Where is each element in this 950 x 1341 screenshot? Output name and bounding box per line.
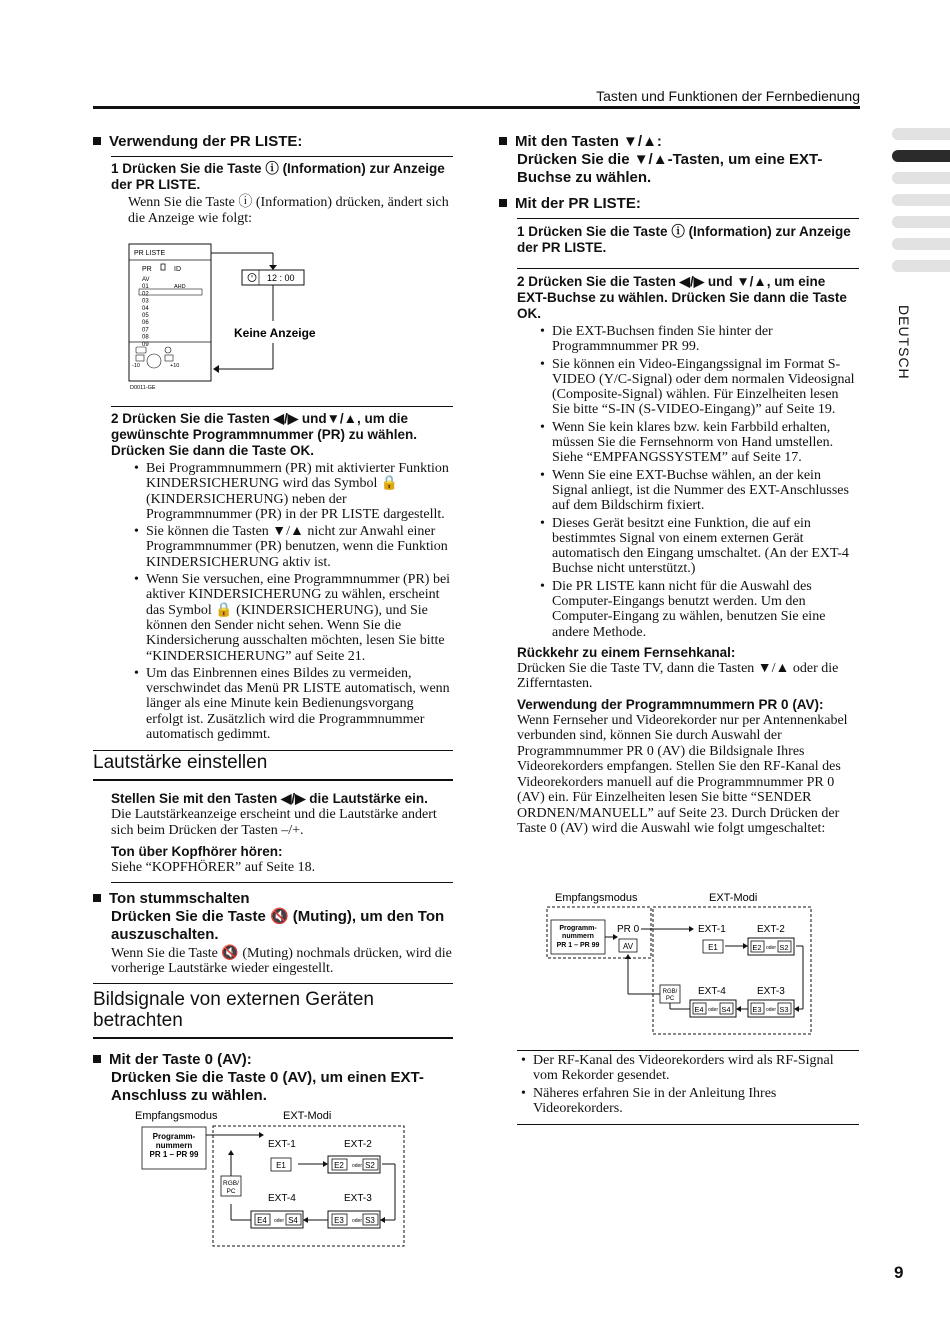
label-ext-modi-right: EXT-Modi (709, 892, 758, 904)
ext3-label: EXT-3 (344, 1193, 372, 1204)
left-column-cont (93, 406, 453, 751)
pr0-modes-diagram (545, 889, 825, 1039)
ext4-label: EXT-4 (268, 1193, 296, 1204)
bullet-item: • Wenn Sie eine EXT-Buchse wählen, an der kein Signal anliegt, ist die Nummer des EXT-Anschlusses auf dem Bildschirm fixiert. (536, 468, 859, 514)
end-bullets (517, 1053, 859, 1116)
bullet-item: • Bei Programmnummern (PR) mit aktivierter Funktion KINDERSICHERUNG wird das Symbol 🔒 (KINDERSICHERUNG) neben der Programmnummer (PR) in der PR LISTE dargestellt. (130, 461, 453, 522)
bullet-item: • Der RF-Kanal des Videorekorders wird als RF-Signal vom Rekorder gesendet. (517, 1053, 859, 1084)
svg-text:S4: S4 (288, 1216, 298, 1225)
right-column (499, 133, 859, 837)
e1-badge: E1 (276, 1161, 286, 1170)
pr-liste-step-1-body: Wenn Sie die Taste ⓘ (Information) drücken, ändert sich die Anzeige wie folgt: (128, 195, 449, 226)
right-step-2: 2 Drücken Sie die Tasten ◀/▶ und ▼/▲, um eine EXT-Buchse zu wählen. Drücken Sie dann die Taste OK. (517, 274, 847, 321)
pr-row: AV (142, 277, 150, 283)
av-step: Drücken Sie die Taste 0 (AV), um einen EXT-Anschluss zu wählen. (111, 1069, 424, 1104)
mute-step: Drücken Sie die Taste 🔇 (Muting), um den Ton auszuschalten. (111, 907, 445, 943)
pr0-label: PR 0 (617, 924, 640, 935)
svg-text:RGB/: RGB/ (662, 989, 678, 995)
right-step-1: 1 Drücken Sie die Taste ⓘ (Information) zur Anzeige der PR LISTE. (517, 224, 851, 255)
lautstaerke-sub1-body: Die Lautstärkeanzeige erscheint und die Lautstärke andert sich beim Drücken der Tasten –/+. (111, 807, 437, 838)
pr-row: 02 (142, 291, 149, 298)
svg-text:oder: oder (766, 945, 777, 951)
pr-rows (142, 277, 150, 348)
tasten-heading: Mit den Tasten ▼/▲: (499, 133, 859, 151)
label-empfangsmodus-right: Empfangsmodus (555, 892, 638, 904)
pr-liste-heading: Verwendung der PR LISTE: (93, 133, 453, 151)
bullet-item: • Wenn Sie versuchen, eine Programmnummer (PR) bei aktiver KINDERSICHERUNG zu wählen, erscheint das Symbol 🔒 (KINDERSICHERUNG), und Sie können den Sender nicht sehen. Wenn Sie die Kindersicherung ausschalten möchten, lesen Sie bitte “KINDERSICHERUNG” auf Seite 21. (130, 572, 453, 664)
svg-text:Programm-: Programm- (559, 925, 597, 932)
label-empfangsmodus: Empfangsmodus (135, 1110, 218, 1122)
svg-text:S3: S3 (365, 1216, 375, 1225)
pr-liste-diagram (128, 243, 358, 393)
svg-text:EXT-1: EXT-1 (698, 924, 726, 935)
svg-text:oder: oder (766, 1007, 777, 1013)
left-column (93, 133, 453, 226)
clock-display: 12 : 00 (267, 273, 295, 283)
right-bullets (536, 324, 859, 640)
svg-text:EXT-3: EXT-3 (757, 986, 785, 997)
ext-modes-diagram (133, 1107, 413, 1252)
svg-text:oder: oder (352, 1218, 363, 1224)
bullet-item: • Die EXT-Buchsen finden Sie hinter der Programmnummer PR 99. (536, 324, 859, 355)
label-ext-modi: EXT-Modi (283, 1110, 332, 1122)
plus10: +10 (170, 363, 180, 369)
section-rule (93, 779, 453, 781)
pr-row: 08 (142, 334, 149, 341)
av-heading: Mit der Taste 0 (AV): (93, 1051, 453, 1069)
section-rule (111, 156, 453, 157)
side-tab-bar (892, 216, 950, 228)
side-tab-bar (892, 194, 950, 206)
svg-text:S4: S4 (721, 1005, 731, 1014)
col-pr: PR (142, 266, 152, 273)
svg-text:PR 1 – PR 99: PR 1 – PR 99 (149, 1150, 199, 1159)
svg-text:EXT-2: EXT-2 (757, 924, 785, 935)
section-rule (517, 218, 859, 219)
svg-text:S2: S2 (779, 943, 789, 952)
kopfhoerer-body: Siehe “KOPFHÖRER” auf Seite 18. (111, 860, 316, 875)
section-rule (111, 882, 453, 883)
minus10: -10 (132, 363, 140, 369)
bullet-item: • Die PR LISTE kann nicht für die Auswahl des Computer-Eingangs benutzt werden. Um den Computer-Eingang zu wählen, benutzen Sie eine andere Methode. (536, 579, 859, 640)
section-rule (517, 1050, 859, 1051)
pr-liste-step-1: 1 Drücken Sie die Taste ⓘ (Information) zur Anzeige der PR LISTE. (111, 161, 445, 192)
bildsignale-heading: Bildsignale von externen Geräten betrachten (93, 989, 374, 1031)
side-tab-bar-active (892, 150, 950, 162)
diagram-code: D0011-GE (130, 385, 156, 391)
svg-text:E4: E4 (257, 1216, 267, 1225)
svg-text:oder: oder (274, 1218, 285, 1224)
svg-text:oder: oder (708, 1007, 719, 1013)
pr-row: 01 (142, 284, 149, 291)
ahd-label: AHD (174, 284, 186, 290)
page-number: 9 (894, 1263, 904, 1282)
ext2-label: EXT-2 (344, 1139, 372, 1150)
rueckkehr-body: Drücken Sie die Taste TV, dann die Tasten ▼/▲ oder die Zifferntasten. (517, 660, 839, 692)
section-rule (517, 268, 859, 269)
side-tab-bar (892, 260, 950, 272)
pr-row: 05 (142, 313, 149, 319)
svg-text:Programm-: Programm- (152, 1132, 196, 1141)
svg-text:E2: E2 (752, 943, 762, 952)
header-rule (93, 106, 860, 109)
bullet-item: • Näheres erfahren Sie in der Anleitung Ihres Videorekorders. (517, 1086, 859, 1117)
pr0-body: Wenn Fernseher und Videorekorder nur per Antennenkabel verbunden sind, können Sie durch Auswahl der Programmnummer PR 0 (AV) die Bildsignale Ihres Videorekorders empfangen. Stellen Sie den RF-Kanal des Videorekorders manuell auf die Programmnummer PR 0 (AV) ein. Für Einzelheiten lesen Sie bitte “SENDER ORDNEN/MANUELL” auf Seite 23. Durch Drücken der Taste 0 (AV) wird die Auswahl wie folgt umgeschaltet: (517, 712, 848, 837)
pr-row: 09 (142, 341, 149, 348)
pr-row: 07 (142, 327, 149, 334)
rueckkehr-heading: Rückkehr zu einem Fernsehkanal: (517, 644, 736, 660)
av-badge: AV (622, 942, 634, 951)
svg-text:E3: E3 (334, 1216, 344, 1225)
pr0-heading: Verwendung der Programmnummern PR 0 (AV): (517, 696, 824, 712)
section-rule (517, 1124, 859, 1125)
running-header: Tasten und Funktionen der Fernbedienung (596, 88, 860, 104)
svg-text:S2: S2 (365, 1161, 375, 1170)
prliste-heading-right: Mit der PR LISTE: (499, 195, 859, 213)
svg-text:EXT-4: EXT-4 (698, 986, 726, 997)
bullet-item: • Um das Einbrennen eines Bildes zu vermeiden, verschwindet das Menü PR LISTE automatisch, wenn länger als eine Minute kein Bedienungsvorgang erfolgt ist. Zusätzlich wird die Programmnummer automatisch gedimmt. (130, 666, 453, 742)
language-tab-label: DEUTSCH (896, 305, 912, 380)
bullet-item: • Dieses Gerät besitzt eine Funktion, die auf ein bestimmtes Signal von einem externen Gerät automatisch den Eingang umschaltet. (An der EXT-4 Buchse nicht unterstützt.) (536, 516, 859, 577)
diagram-title: PR LISTE (134, 250, 166, 257)
svg-text:PR 1 – PR 99: PR 1 – PR 99 (556, 942, 600, 949)
svg-text:oder: oder (352, 1163, 363, 1169)
lautstaerke-sub1: Stellen Sie mit den Tasten ◀/▶ die Lautstärke ein. (111, 791, 428, 806)
bildsignale-section (93, 989, 453, 1105)
svg-text:E3: E3 (752, 1005, 762, 1014)
bullet-item: • Sie können ein Video-Eingangssignal im Format S-VIDEO (Y/C-Signal) oder dem normalen Videosignal (Composite-Signal) wählen. Für Einzelheiten lesen Sie bitte “S-IN (S-VIDEO-Eingang)” auf Seite 19. (536, 357, 859, 418)
mute-heading: Ton stummschalten (93, 890, 453, 908)
svg-text:nummern: nummern (155, 1141, 193, 1150)
svg-text:RGB/: RGB/ (223, 1180, 239, 1187)
pr-row: 03 (142, 298, 149, 305)
keine-anzeige-label: Keine Anzeige (234, 326, 316, 340)
pr-row: 04 (142, 305, 149, 312)
kopfhoerer-heading: Ton über Kopfhörer hören: (111, 844, 283, 859)
pr-liste-step-2: 2 Drücken Sie die Tasten ◀/▶ und▼/▲, um die gewünschte Programmnummer (PR) zu wählen. Drücken Sie dann die Taste OK. (111, 411, 418, 458)
bullet-item: • Wenn Sie kein klares bzw. kein Farbbild erhalten, müssen Sie die Fernsehnorm von Hand umstellen. Siehe “EMPFANGSSYSTEM” auf Seite 17. (536, 420, 859, 466)
pr-row: 06 (142, 320, 149, 327)
svg-text:E1: E1 (708, 943, 718, 952)
bullet-item: • Sie können die Tasten ▼/▲ nicht zur Anwahl einer Programmnummer (PR) benutzen, wenn die Funktion KINDERSICHERUNG aktiv ist. (130, 524, 453, 570)
lautstaerke-heading: Lautstärke einstellen (93, 752, 268, 773)
side-tab-bar (892, 172, 950, 184)
svg-text:E2: E2 (334, 1161, 344, 1170)
section-rule (93, 983, 453, 984)
section-rule (93, 1037, 453, 1039)
section-rule (111, 406, 453, 407)
svg-text:PC: PC (226, 1188, 236, 1195)
svg-text:nummern: nummern (562, 933, 594, 940)
svg-text:PC: PC (665, 996, 675, 1002)
lautstaerke-section (93, 752, 453, 984)
col-id: ID (174, 266, 181, 273)
side-tab-bar (892, 128, 950, 140)
svg-text:E4: E4 (694, 1005, 704, 1014)
pr-liste-bullets (130, 461, 453, 742)
ext1-label: EXT-1 (268, 1139, 296, 1150)
mute-body: Wenn Sie die Taste 🔇 (Muting) nochmals drücken, wird die vorherige Lautstärke wieder eingestellt. (111, 945, 452, 976)
right-end-section (517, 1050, 859, 1125)
tasten-step: Drücken Sie die ▼/▲-Tasten, um eine EXT-Buchse zu wählen. (517, 151, 823, 186)
svg-text:S3: S3 (779, 1005, 789, 1014)
side-tab-bar (892, 238, 950, 250)
